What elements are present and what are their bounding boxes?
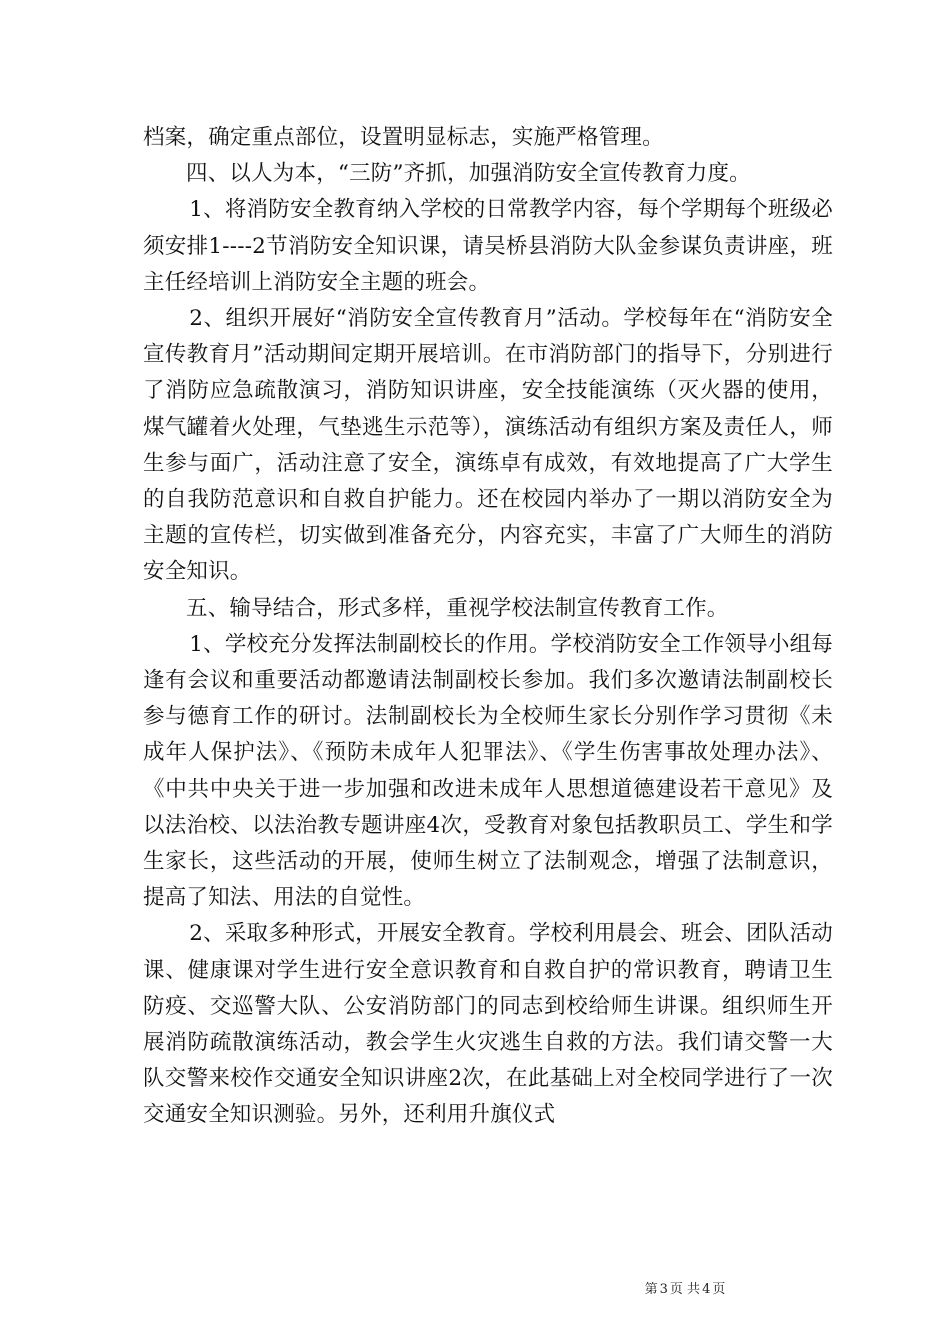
page-number-footer bbox=[0, 1278, 950, 1297]
paragraph-5-1: 1、学校充分发挥法制副校长的作用。学校消防安全工作领导小组每逢有会议和重要活动都邀请法制副校长参加。我们多次邀请法制副校长参与德育工作的研讨。法制副校长为全校师生家长分别作学习贯彻《未成年人保护法》、《预防未成年人犯罪法》、《学生伤害事故处理办法》、《中共中央关于进一步加强和改进未成年人思想道德建设若干意见》及以法治校、以法治教专题讲座4次，受教育对象包括教职员工、学生和学生家长，这些活动的开展，使师生树立了法制观念，增强了法制意识，提高了知法、用法的自觉性。 bbox=[143, 631, 833, 911]
document-body bbox=[143, 120, 833, 1134]
section-heading-5: 五、输导结合，形式多样，重视学校法制宣传教育工作。 bbox=[186, 595, 729, 621]
footer-prefix: 第 bbox=[644, 1282, 658, 1297]
paragraph-5-2: 2、采取多种形式，开展安全教育。学校利用晨会、班会、团队活动课、健康课对学生进行安全意识教育和自救自护的常识教育，聘请卫生防疫、交巡警大队、公安消防部门的同志到校给师生讲课。组织师生开展消防疏散演练活动，教会学生火灾逃生自救的方法。我们请交警一大队交警来校作交通安全知识讲座2次，在此基础上对全校同学进行了一次交通安全知识测验。另外，还利用升旗仪式 bbox=[143, 921, 833, 1128]
paragraph-4-2: 2、组织开展好“消防安全宣传教育月”活动。学校每年在“消防安全宣传教育月”活动期间定期开展培训。在市消防部门的指导下，分别进行了消防应急疏散演习，消防知识讲座，安全技能演练（灭火器的使用，煤气罐着火处理，气垫逃生示范等），演练活动有组织方案及责任人，师生参与面广，活动注意了安全，演练卓有成效，有效地提高了广大学生的自我防范意识和自救自护能力。还在校园内举办了一期以消防安全为主题的宣传栏，切实做到准备充分，内容充实，丰富了广大师生的消防安全知识。 bbox=[143, 306, 833, 585]
paragraph-4-1: 1、将消防安全教育纳入学校的日常教学内容，每个学期每个班级必须安排1----2节消防安全知识课，请吴桥县消防大队金参谋负责讲座，班主任经培训上消防安全主题的班会。 bbox=[143, 197, 833, 295]
footer-suffix: 页 bbox=[712, 1282, 726, 1297]
footer-middle: 页 共 bbox=[669, 1282, 701, 1297]
footer-total-pages: 4 bbox=[702, 1282, 711, 1297]
paragraph-1: 档案，确定重点部位，设置明显标志，实施严格管理。 bbox=[143, 125, 664, 150]
section-heading-4: 四、以人为本，“三防”齐抓，加强消防安全宣传教育力度。 bbox=[186, 161, 751, 187]
footer-current-page: 3 bbox=[659, 1282, 668, 1297]
